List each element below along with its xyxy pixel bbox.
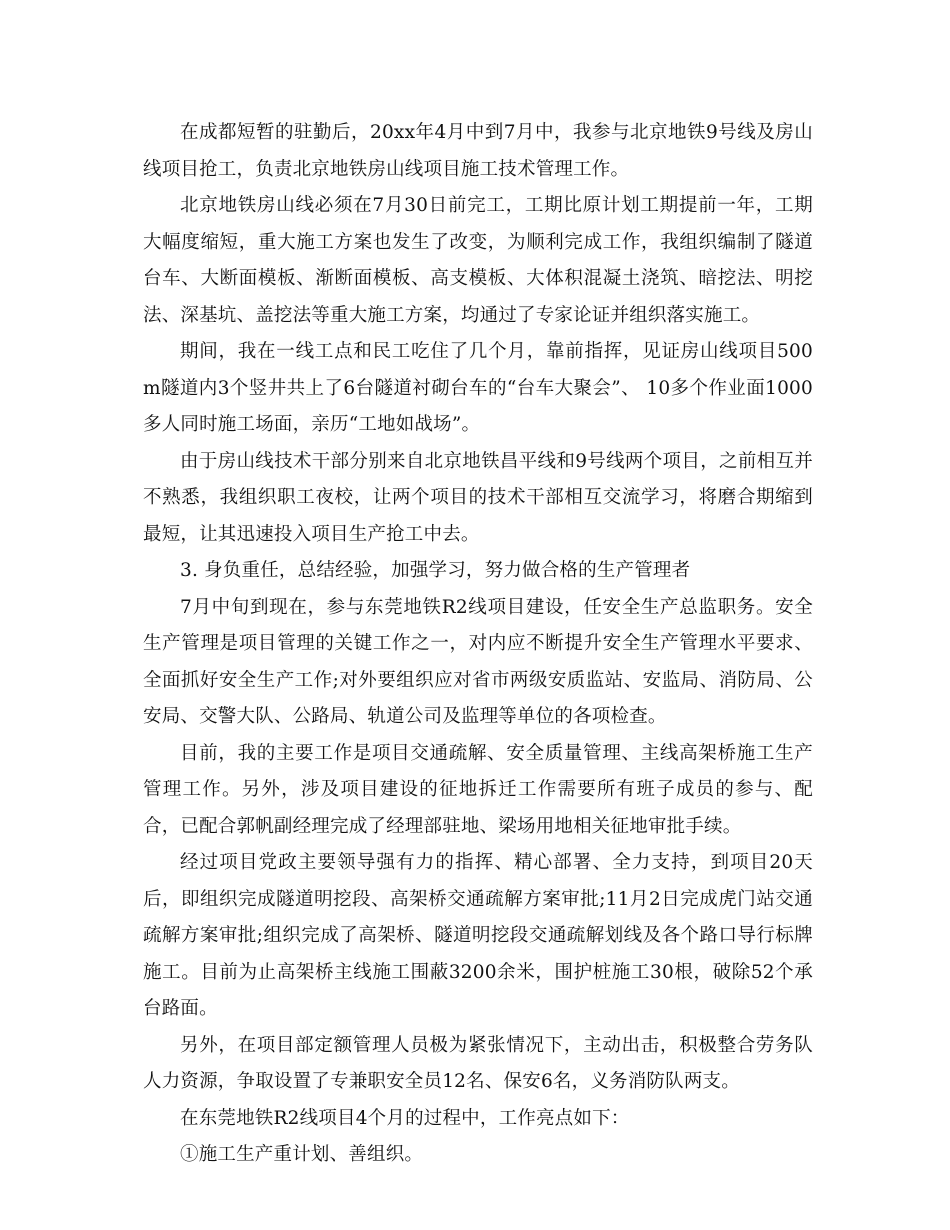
paragraph-9: 另外，在项目部定额管理人员极为紧张情况下，主动出击，积极整合劳务队人力资源，争取设置了专兼职安全员12名、保安6名，义务消防队两支。 [143, 1034, 813, 1092]
paragraph-10: 在东莞地铁R2线项目4个月的过程中，工作亮点如下： [180, 1107, 630, 1129]
list-item-1: ①施工生产重计划、善组织。 [180, 1144, 424, 1165]
paragraph-7: 目前，我的主要工作是项目交通疏解、安全质量管理、主线高架桥施工生产管理工作。另外，涉及项目建设的征地拆迁工作需要所有班子成员的参与、配合，已配合郭帆副经理完成了经理部驻地、梁场用地相关征地审批手续。 [143, 742, 813, 837]
paragraph-3: 期间，我在一线工点和民工吃住了几个月，靠前指挥，见证房山线项目500m隧道内3个竖井共上了6台隧道衬砌台车的“台车大聚会”、 10多个作业面1000多人同时施工场面，亲历“工地如战场”。 [143, 341, 813, 435]
paragraph-1: 在成都短暂的驻勤后，20xx年4月中到7月中，我参与北京地铁9号线及房山线项目抢工，负责北京地铁房山线项目施工技术管理工作。 [143, 122, 813, 180]
paragraph-6: 7月中旬到现在，参与东莞地铁R2线项目建设，任安全生产总监职务。安全生产管理是项目管理的关键工作之一，对内应不断提升安全生产管理水平要求、全面抓好安全生产工作;对外要组织应对省市两级安质监站、安监局、消防局、公安局、交警大队、公路局、轨道公司及监理等单位的各项检查。 [143, 596, 813, 727]
document-body [143, 115, 813, 1174]
paragraph-2: 北京地铁房山线必须在7月30日前完工，工期比原计划工期提前一年，工期大幅度缩短，重大施工方案也发生了改变，为顺利完成工作，我组织编制了隧道台车、大断面模板、渐断面模板、高支模板、大体积混凝土浇筑、暗挖法、明挖法、深基坑、盖挖法等重大施工方案，均通过了专家论证并组织落实施工。 [143, 195, 813, 326]
paragraph-8: 经过项目党政主要领导强有力的指挥、精心部署、全力支持，到项目20天后，即组织完成隧道明挖段、高架桥交通疏解方案审批;11月2日完成虎门站交通疏解方案审批;组织完成了高架桥、隧道明挖段交通疏解划线及各个路口导行标牌施工。目前为止高架桥主线施工围蔽3200余米，围护桩施工30根，破除52个承台路面。 [143, 852, 813, 1019]
section-heading-3: 3. 身负重任，总结经验，加强学习，努力做合格的生产管理者 [180, 560, 691, 581]
paragraph-4: 由于房山线技术干部分别来自北京地铁昌平线和9号线两个项目，之前相互并不熟悉，我组织职工夜校，让两个项目的技术干部相互交流学习，将磨合期缩到最短，让其迅速投入项目生产抢工中去。 [143, 450, 813, 545]
